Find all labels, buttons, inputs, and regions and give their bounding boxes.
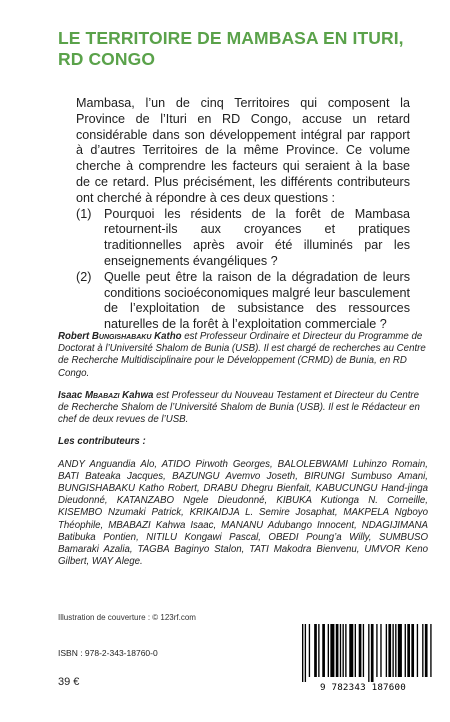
question-text: Quelle peut être la raison de la dégradation de leurs conditions socioéconomiques malgré leur basculement de l’exploitation de subsistance des ressources naturelles de la forêt à l’exploitation commerciale ? [104,269,410,332]
barcode-bar [430,624,431,677]
barcode-bar [386,624,387,677]
barcode-bar [330,624,334,677]
barcode-bar [328,624,329,677]
barcode-bar [322,624,325,677]
barcode-bar [340,624,341,677]
author-bio-text: est Professeur du Nouveau Testament et Directeur du Centre de Recherche Shalom de l’Université Shalom de Bunia (USB). Il est le Rédacteur en chef de deux revues de l’USB. [58,389,420,426]
summary [76,96,410,333]
barcode-bar [309,624,310,677]
question-text: Pourquoi les résidents de la forêt de Mambasa retournent-ils aux croyances et pratiques traditionnelles après avoir été illuminés par les enseignements évangéliques ? [104,206,410,268]
barcode-digits: 9 782343 187600 [320,682,406,693]
cover-credit: Illustration de couverture : © 123rf.com [58,613,196,622]
summary-intro: Mambasa, l’un de cinq Territoires qui composent la Province de l’Ituri en RD Congo, accuse un retard considérable dans son développement intégral par rapport à d’autres Territoires de la même Province. Ce volume cherche à comprendre les facteurs qui seraient à la base de ce retard. Plus précisément, les différents contributeurs ont cherché à répondre à ces deux questions : [76,96,410,205]
barcode-bar [336,624,339,677]
barcode-bar [417,624,418,677]
barcode-bar [380,624,381,677]
price: 39 € [58,676,80,688]
author-bios [58,331,428,578]
author-bio [58,331,428,380]
barcode-bar [411,624,414,677]
barcode-bar [368,624,369,682]
barcode-bar [363,624,364,677]
barcode-bar [405,624,406,677]
author-bio [58,390,428,427]
book-title-line1: LE TERRITOIRE DE MAMBASA EN ITURI, [58,28,404,48]
barcode-bar [398,624,402,677]
book-title [58,28,428,70]
question-number: (2) [76,269,92,284]
barcode-bar [318,624,319,677]
contributors-list: ANDY Anguandia Alo, ATIDO Pirwoth Georges, BALOLEBWAMI Luhinzo Romain, BATI Bateaka Jacques, BAZUNGU Avemvo Joseth, BIRUNGI Sumbuso Amani, BUNGISHABAKU Katho Robert, DRABU Dhegru Bienfait, KABUCUNGU Hand-jinga Dieudonné, KATANZABO Ngele Dieudonné, KIBUKA Kutionga N. Corneille, KISEMBO Nzumaki Patrick, KRIKAIDJA L. Semire Josaphat, MAKPELA Ngboyo Théophile, MBABAZI Kahwa Isaac, MANANU Adubango Innocent, NDAGIJIMANA Batibuka Pontien, NITILU Kongawi Pascal, OBEDI Poung’a Willy, SUMBUSO Bamaraki Azalia, TAGBA Baginyo Stalon, TATI Makodra Bienvenu, UMVOR Keno Gilbert, WAY Alege. [58,458,428,568]
barcode-bars [294,624,432,682]
barcode-bar [388,624,391,677]
author-name: Isaac Mbabazi Kahwa [58,389,154,401]
barcode-bar [407,624,410,677]
barcode-bar [376,624,377,677]
barcode-bar [355,624,356,677]
barcode-bar [392,624,393,677]
book-title-line2: RD CONGO [58,49,156,69]
barcode-bar [305,624,306,682]
barcode [294,624,432,692]
barcode-bar [425,624,428,677]
isbn: ISBN : 978-2-343-18760-0 [58,648,158,658]
barcode-bar [371,624,374,682]
question-item [76,207,410,270]
barcode-bar [395,624,396,677]
barcode-bar [345,624,346,677]
barcode-bar [349,624,353,677]
author-bio-text: est Professeur Ordinaire et Directeur du Programme de Doctorat à l’Université Shalom de Bunia (USB). Il est chargé de recherches au Centre de Recherche Multidisciplinaire pour le Développement (CRMD) de Bunia, en RD Congo. [58,331,426,379]
barcode-bar [343,624,344,677]
question-item [76,270,410,333]
barcode-bar [359,624,362,677]
barcode-bar [302,624,303,682]
question-number: (1) [76,206,92,221]
barcode-bar [314,624,317,677]
contributors-heading: Les contributeurs : [58,436,146,448]
author-name: Robert Bungishabaku Katho [58,331,182,342]
barcode-bar [422,624,423,677]
